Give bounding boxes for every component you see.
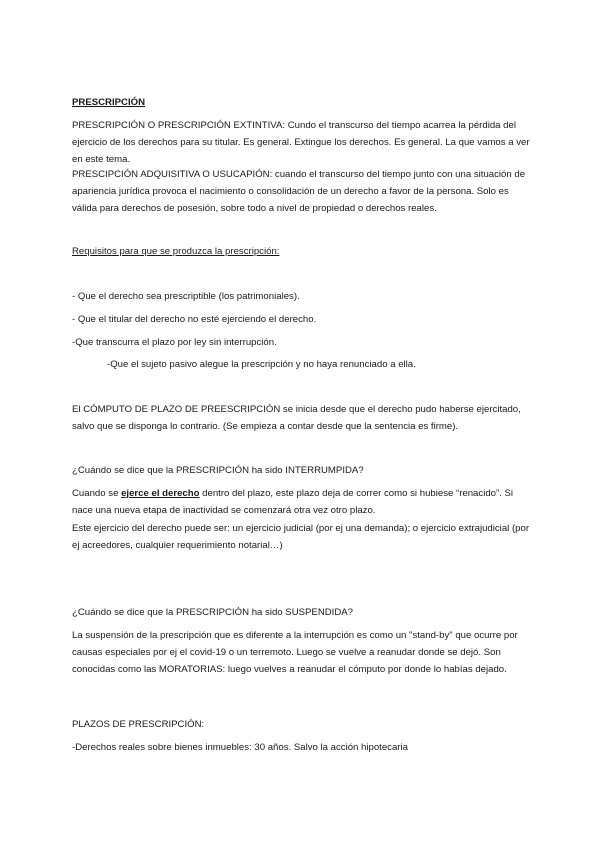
interrumpida-text-pre: Cuando se xyxy=(72,488,122,499)
paragraph-computo: El CÓMPUTO DE PLAZO DE PREESCRIPCIÓN se inicia desde que el derecho pudo haberse ejercitado, salvo que se disponga lo contrario. (Se empieza a contar desde que la sentencia es firme). xyxy=(72,404,521,432)
interrumpida-text-post: dentro del plazo, este plazo deja de correr como si hubiese “renacido”. Si nace una nueva etapa de inactividad se comenzará otra vez otro plazo. xyxy=(72,488,514,516)
paragraph-suspendida: La suspensión de la prescripción que es diferente a la interrupción es como un "stand-by" que ocurre por causas especiales por ej el covid-19 o un terremoto. Luego se vuelve a reanudar donde se dejó. Son conocidas como las MORATORIAS: luego vuelves a reanudar el cómputo por donde lo habías dejado. xyxy=(72,630,518,675)
requisito-item: - Que el derecho sea prescriptible (los patrimoniales). xyxy=(72,291,300,302)
page-title: PRESCRIPCIÓN xyxy=(72,97,146,108)
question-suspendida: ¿Cuándo se dice que la PRESCRIPCIÓN ha sido SUSPENDIDA? xyxy=(72,607,354,618)
plazos-item: -Derechos reales sobre bienes inmuebles: 30 años. Salvo la acción hipotecaria xyxy=(72,742,408,753)
plazos-heading: PLAZOS DE PRESCRIPCIÓN: xyxy=(72,719,205,730)
requisito-item: - Que el titular del derecho no esté ejerciendo el derecho. xyxy=(72,314,317,325)
paragraph-prescripcion-adquisitiva: PRESCIPCIÓN ADQUISITIVA O USUCAPIÓN: cuando el transcurso del tiempo junto con una situación de apariencia jurídica provoca el nacimiento o consolidación de un derecho a favor de la persona. Solo es válida para derechos de posesión, sobre todo a nivel de propiedad o derechos reales. xyxy=(72,169,526,214)
requisitos-heading: Requisitos para que se produzca la prescripción: xyxy=(72,246,280,257)
paragraph-interrumpida xyxy=(72,485,532,519)
requisito-item: -Que transcurra el plazo por ley sin interrupción. xyxy=(72,337,277,348)
paragraph-prescripcion-extintiva: PRESCRIPCIÓN O PRESCRIPCIÓN EXTINTIVA: Cundo el transcurso del tiempo acarrea la pérdida del ejercicio de los derechos para su titular. Es general. Extingue los derechos. Es general. La que vamos a ver en este tema. xyxy=(72,120,530,165)
requisito-item-indented: -Que el sujeto pasivo alegue la prescripción y no haya renunciado a ella. xyxy=(107,359,416,370)
question-interrumpida: ¿Cuándo se dice que la PRESCRIPCIÓN ha sido INTERRUMPIDA? xyxy=(72,465,364,476)
paragraph-ejercicio: Este ejercicio del derecho puede ser: un ejercicio judicial (por ej una demanda); o ejercicio extrajudicial (por ej acreedores, cualquier requerimiento notarial…) xyxy=(72,523,530,551)
interrumpida-emphasis: ejerce el derecho xyxy=(121,488,200,499)
